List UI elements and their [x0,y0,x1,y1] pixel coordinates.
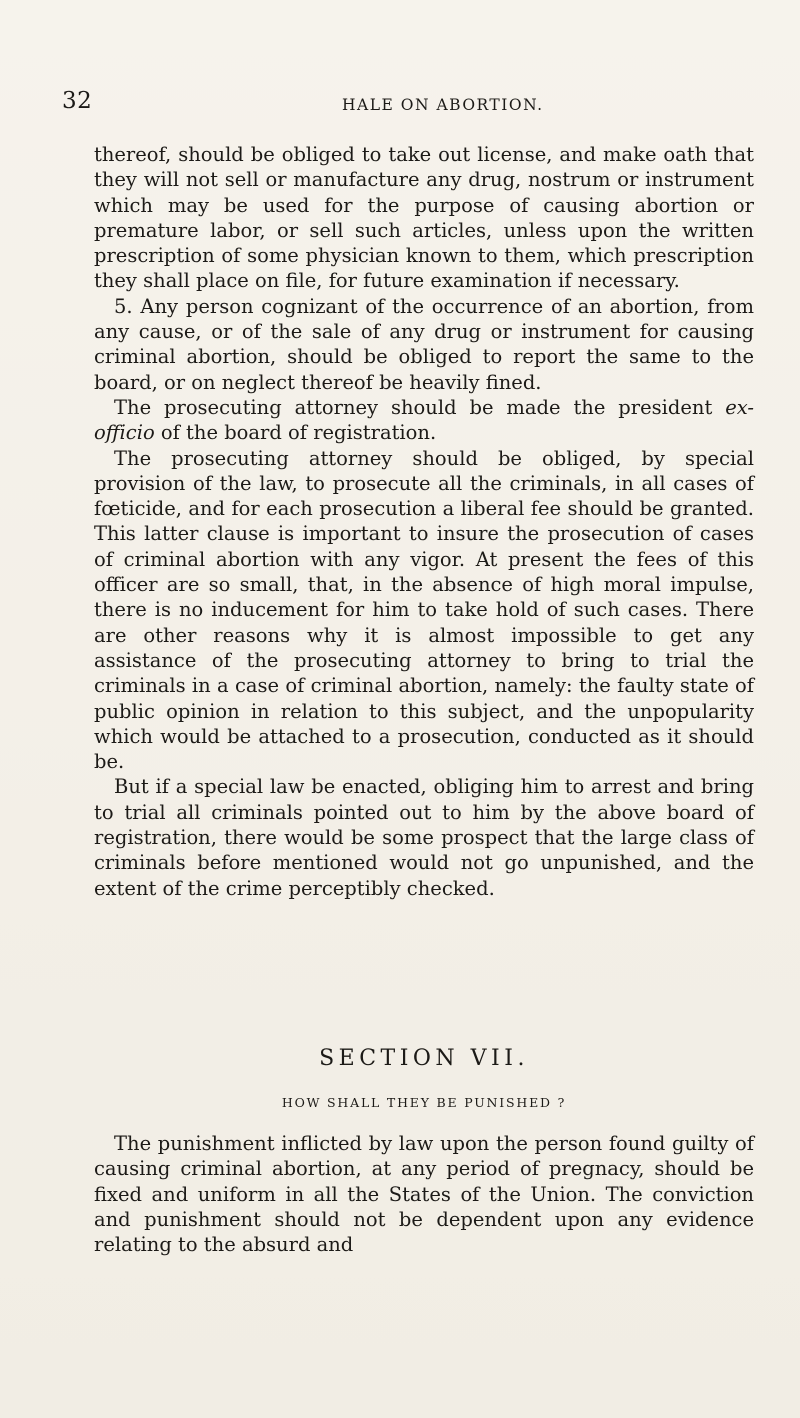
section-body [94,1131,754,1257]
italic-term: ex-officio [94,395,754,445]
paragraph-president-ex-officio [94,395,754,446]
paragraph-text: The prosecuting attorney should be made the president [114,395,726,419]
paragraph-continuation: thereof, should be obliged to take out license, and make oath that they will not sell or manufacture any drug, nostrum or instrument which may be used for the purpose of causing abortion or premature labor, or sell such articles, unless upon the written prescription of some physician known to them, which prescription they shall place on file, for future examination if necessary. [94,143,754,293]
page-header [62,88,762,118]
running-head: HALE ON ABORTION. [342,96,544,114]
section-heading: SECTION VII. [319,1046,529,1071]
paragraph-punishment: The punishment inflicted by law upon the person found guilty of causing criminal abortion, at any period of pregnacy, should be fixed and uniform in all the States of the Union. The conviction and punishment should not be dependent upon any evidence relating to the absurd and [94,1132,754,1257]
paragraph-point-5: 5. Any person cognizant of the occurrence of an abortion, from any cause, or of the sale of any drug or instrument for causing criminal abortion, should be obliged to report the same to the board, or on neglect thereof be heavily fined. [94,294,754,394]
page-number: 32 [62,88,93,114]
paragraph-special-law: But if a special law be enacted, obliging him to arrest and bring to trial all criminals pointed out to him by the above board of registration, there would be some prospect that the large class of criminals before mentioned would not go unpunished, and the extent of the crime perceptibly checked. [94,775,754,900]
paragraph-prosecuting-attorney: The prosecuting attorney should be obliged, by special provision of the law, to prosecute all the criminals, in all cases of fœticide, and for each prosecution a liberal fee should be granted. This latter clause is important to insure the prosecution of cases of criminal abortion with any vigor. At present the fees of this officer are so small, that, in the absence of high moral impulse, there is no inducement for him to take hold of such cases. There are other reasons why it is almost impossible to get any assistance of the prosecuting attorney to bring to trial the criminals in a case of criminal abortion, namely: the faulty state of public opinion in relation to this subject, and the unpopularity which would be attached to a prosecution, conducted as it should be. [94,446,754,774]
body-text [94,142,754,901]
paragraph-text: of the board of registration. [154,421,437,445]
section-subheading: HOW SHALL THEY BE PUNISHED ? [281,1095,567,1110]
